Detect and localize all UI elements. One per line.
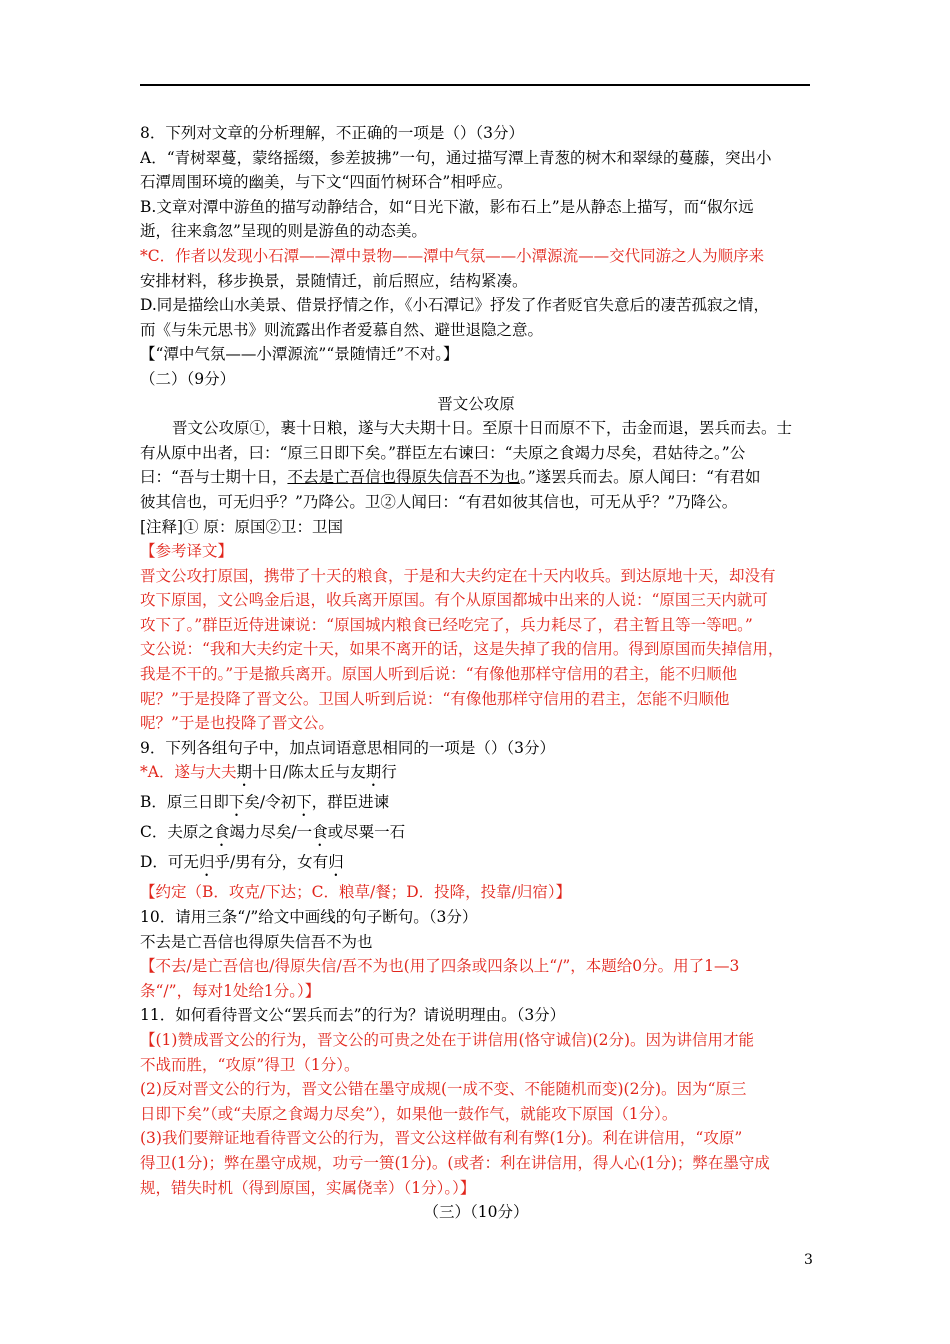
q10-answer-line2: 条“/”，每对1处给1分。）】 bbox=[140, 981, 321, 1000]
passage-line4: 彼其信也，可无归乎？”乃降公。卫②人闻曰：“有君如彼其信也，可无从乎？”乃降公。 bbox=[140, 492, 738, 511]
q9-b-dotted2: 下 bbox=[296, 793, 312, 812]
q9-answer: 【约定（B．攻克/下达；C．粮草/餐；D．投降，投靠/归宿）】 bbox=[140, 883, 572, 902]
q8-option-a-line1: A．“青树翠蔓，蒙络摇缀，参差披拂”一句，通过描写潭上青葱的树木和翠绿的蔓藤，突出小 bbox=[140, 148, 772, 167]
translation-line4: 文公说：“我和大夫约定十天，如果不离开的话，这是失掉了我的信用。得到原国而失掉信用， bbox=[140, 640, 784, 659]
q11-answer-line6: 得卫(1分)；弊在墨守成规，功亏一篑(1分)。(或者：利在讲信用，得人心(1分)；弊在墨守成 bbox=[140, 1153, 770, 1172]
q11-answer-line2: 不战而胜，“攻原”得卫（1分）。 bbox=[140, 1055, 360, 1074]
translation-label: 【参考译文】 bbox=[140, 542, 234, 561]
q9-c-text1: C．夫原之 bbox=[140, 823, 214, 842]
q8-option-b-line2: 逝，往来翕忽”呈现的则是游鱼的动态美。 bbox=[140, 222, 427, 241]
underlined-sentence: 不去是亡吾信也得原失信吾不为也 bbox=[287, 468, 520, 487]
q8-option-c-line2: 安排材料，移步换景，景随情迁，前后照应，结构紧凑。 bbox=[140, 271, 528, 290]
passage-note: [注释]① 原：原国②卫：卫国 bbox=[140, 517, 344, 536]
q9-option-d bbox=[140, 850, 812, 880]
q9-a-dotted2: 期 bbox=[365, 763, 382, 782]
q9-a-text1: *A．遂与大夫 bbox=[140, 763, 237, 782]
passage-line2: 有从原中出者，曰：“原三日即下矣。”群臣左右谏曰：“夫原之食竭力尽矣，君姑待之。”公 bbox=[140, 443, 746, 462]
document-body bbox=[140, 121, 812, 1225]
section3-heading: （三）（10分） bbox=[423, 1203, 529, 1222]
header-rule bbox=[140, 84, 810, 86]
q8-option-a-line2: 石潭周围环境的幽美，与下文“四面竹树环合”相呼应。 bbox=[140, 173, 513, 192]
q9-option-c bbox=[140, 820, 812, 850]
q11-answer-line4: 日即下矣”（或“夫原之食竭力尽矣”），如果他一鼓作气，就能攻下原国（1分）。 bbox=[140, 1104, 678, 1123]
q9-stem: 9．下列各组句子中，加点词语意思相同的一项是（）（3分） bbox=[140, 738, 555, 757]
passage-line3-start: 曰：“吾与士期十日， bbox=[140, 468, 288, 487]
q9-a-dotted1: 期 bbox=[236, 763, 252, 782]
q8-option-c-line1: *C．作者以发现小石潭——潭中景物——潭中气氛——小潭源流——交代同游之人为顺序来 bbox=[140, 246, 765, 265]
passage-line3-end: 。”遂罢兵而去。原人闻曰：“有君如 bbox=[519, 468, 761, 487]
passage-line3 bbox=[140, 465, 812, 490]
q11-stem: 11．如何看待晋文公“罢兵而去”的行为？请说明理由。（3分） bbox=[140, 1006, 566, 1025]
section2-heading: （二）（9分） bbox=[140, 369, 236, 388]
q9-b-dotted1: 下 bbox=[228, 793, 245, 812]
translation-line5: 我是不干的。”于是撤兵离开。原国人听到后说：“有像他那样守信用的君主，能不归顺他 bbox=[140, 665, 738, 684]
q9-d-dotted2: 归 bbox=[328, 853, 344, 872]
q9-d-text2: 乎/男有分，女有 bbox=[214, 853, 329, 872]
q9-b-text2: 矣/令初 bbox=[244, 793, 297, 812]
translation-line1: 晋文公攻打原国，携带了十天的粮食，于是和大夫约定在十天内收兵。到达原地十天，却没有 bbox=[140, 566, 776, 585]
q9-c-text2: 竭力尽矣/一 bbox=[229, 823, 313, 842]
q11-answer-line3: (2)反对晋文公的行为，晋文公错在墨守成规(一成不变、不能随机而变)(2分)。因为“原三 bbox=[140, 1080, 747, 1099]
q8-option-b-line1: B.文章对潭中游鱼的描写动静结合，如“日光下澈，影布石上”是从静态上描写，而“俶尔远 bbox=[140, 197, 754, 216]
q8-option-d-line1: D.同是描绘山水美景、借景抒情之作，《小石潭记》抒发了作者贬官失意后的凄苦孤寂之情， bbox=[140, 296, 770, 315]
q11-answer-line7: 规，错失时机（得到原国，实属侥幸）（1分）。）】 bbox=[140, 1178, 476, 1197]
q8-option-d-line2: 而《与朱元思书》则流露出作者爱慕自然、避世退隐之意。 bbox=[140, 320, 544, 339]
q10-sentence: 不去是亡吾信也得原失信吾不为也 bbox=[140, 932, 373, 951]
passage-title: 晋文公攻原 bbox=[437, 394, 515, 413]
page-number: 3 bbox=[804, 1252, 813, 1268]
q9-c-dotted1: 食 bbox=[213, 823, 230, 842]
q9-a-text2: 十日/陈太丘与友 bbox=[251, 763, 366, 782]
q9-option-b bbox=[140, 790, 812, 820]
q9-d-dotted1: 归 bbox=[198, 853, 215, 872]
q9-b-text3: ，群臣进谏 bbox=[311, 793, 390, 812]
q9-option-a bbox=[140, 760, 812, 790]
translation-line7: 呢？”于是也投降了晋文公。 bbox=[140, 714, 334, 733]
translation-line3: 攻下了。”群臣近侍进谏说：“原国城内粮食已经吃完了，兵力耗尽了，君主暂且等一等吧。” bbox=[140, 615, 753, 634]
translation-line2: 攻下原国，文公鸣金后退，收兵离开原国。有个从原国都城中出来的人说：“原国三天内就可 bbox=[140, 591, 768, 610]
q8-stem: 8．下列对文章的分析理解，不正确的一项是（）（3分） bbox=[140, 124, 524, 142]
q9-c-text3: 或尽粟一石 bbox=[327, 823, 406, 842]
q10-answer-line1: 【不去/是亡吾信也/得原失信/吾不为也(用了四条或四条以上“/”，本题给0分。用了1—3 bbox=[140, 957, 740, 976]
translation-line6: 呢？”于是投降了晋文公。卫国人听到后说：“有像他那样守信用的君主，怎能不归顺他 bbox=[140, 689, 730, 708]
passage-line1: 晋文公攻原①，裹十日粮，遂与大夫期十日。至原十日而原不下，击金而退，罢兵而去。士 bbox=[172, 419, 793, 438]
q9-b-text1: B．原三日即 bbox=[140, 793, 229, 812]
q9-c-dotted2: 食 bbox=[312, 823, 328, 842]
q9-a-text3: 行 bbox=[381, 763, 397, 782]
q8-answer: 【“潭中气氛——小潭源流”“景随情迁”不对。】 bbox=[140, 345, 459, 364]
q9-d-text1: D．可无 bbox=[140, 853, 199, 872]
q10-stem: 10．请用三条“/”给文中画线的句子断句。（3分） bbox=[140, 908, 478, 927]
q11-answer-line1: 【(1)赞成晋文公的行为，晋文公的可贵之处在于讲信用(恪守诚信)(2分)。因为讲信用才能 bbox=[140, 1031, 755, 1049]
q11-answer-line5: (3)我们要辩证地看待晋文公的行为，晋文公这样做有利有弊(1分)。利在讲信用，“攻原” bbox=[140, 1129, 743, 1148]
